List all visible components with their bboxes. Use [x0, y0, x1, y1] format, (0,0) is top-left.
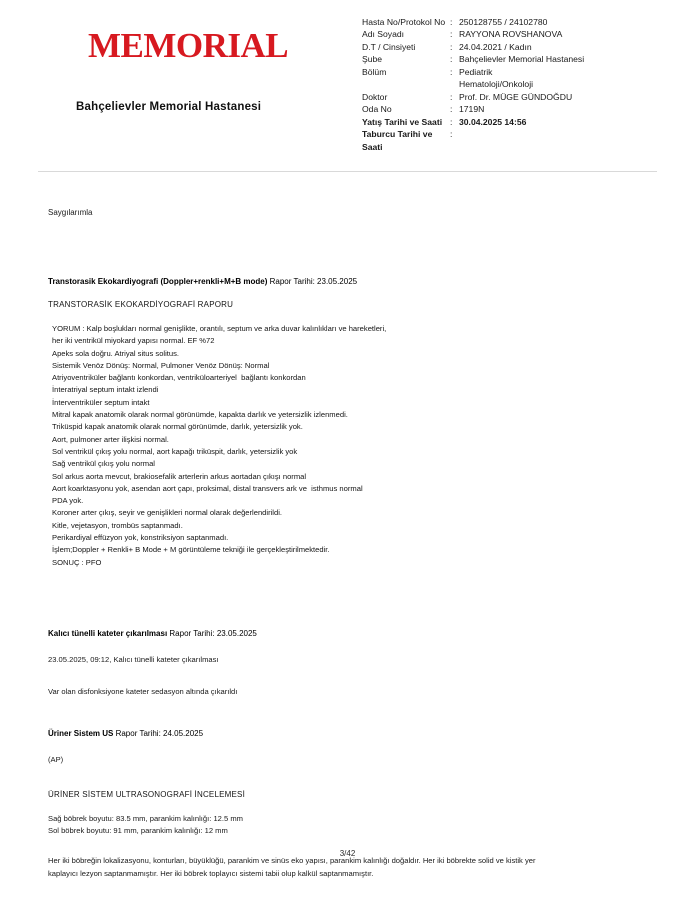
report-line: Kitle, vejetasyon, trombüs saptanmadı. [52, 520, 183, 530]
field-value: RAYYONA ROVSHANOVA [459, 29, 563, 40]
hospital-name: Bahçelievler Memorial Hastanesi [76, 101, 262, 113]
patient-info-row [362, 91, 673, 103]
field-value: 24.04.2021 / Kadın [459, 41, 532, 52]
field-label: Şube [362, 54, 383, 65]
field-label: Doktor [362, 91, 388, 102]
report-title-bold: Kalıcı tünelli kateter çıkarılması [48, 628, 168, 638]
report-subheading: ÜRİNER SİSTEM ULTRASONOGRAFİ İNCELEMESİ [48, 789, 246, 799]
report-line: İşlem;Doppler + Renkli+ B Mode + M görüntüleme tekniği ile gerçekleştirilmektedir. [52, 545, 330, 555]
report-line: YORUM : Kalp boşlukları normal genişlikte, orantılı, septum ve arka duvar kalınlıkları ve hareketleri, [52, 323, 387, 333]
report-line: Atriyoventriküler bağlantı konkordan, ventrikülоarteriyel bağlantı konkordan [52, 373, 306, 383]
report-line: Sol arkus aorta mevcut, brakiosefalik arterlerin arkus aortadan çıkışı normal [52, 471, 307, 481]
report-title [48, 629, 647, 638]
report-line: Aort koarktasyonu yok, asendan aort çapı, proksimal, distal transvers ark ve isthmus normal [52, 483, 363, 493]
field-value: 30.04.2025 14:56 [459, 116, 527, 127]
report-line: İnterventriküler septum intakt [52, 397, 150, 407]
field-label: Adı Soyadı [362, 29, 405, 40]
report-line: Sağ ventrikül çıkış yolu normal [52, 459, 155, 469]
patient-info-row-discharge [362, 128, 673, 153]
report-section-echocardiography [48, 277, 647, 569]
memorial-logo: MEMORIAL [88, 26, 289, 65]
patient-info-row [362, 103, 673, 115]
field-separator: : [450, 66, 453, 77]
report-line: PDA yok. [52, 496, 84, 506]
report-line: her iki ventrikül miyokard yapısı normal. EF %72 [52, 336, 215, 346]
report-title [48, 277, 647, 286]
field-label: Yatış Tarihi ve Saati [362, 116, 443, 127]
report-section-catheter-removal [48, 629, 647, 699]
report-lines [48, 323, 647, 569]
document-body [0, 208, 695, 880]
report-line: 23.05.2025, 09:12, Kalıcı tünelli kateter çıkarılması [48, 654, 219, 664]
field-value: Prof. Dr. MÜGE GÜNDOĞDU [459, 91, 573, 102]
report-line-conclusion: SONUÇ : PFO [52, 557, 102, 567]
field-separator: : [450, 41, 453, 52]
spacer [48, 569, 647, 629]
report-line: Koroner arter çıkış, seyir ve genişlikleri normal olarak değerlendirildi. [52, 508, 283, 518]
field-value: Bahçelievler Memorial Hastanesi [459, 54, 585, 65]
field-separator: : [450, 104, 453, 115]
report-line: Sistemik Venöz Dönüş: Normal, Pulmoner Venöz Dönüş: Normal [52, 360, 270, 370]
report-line: İnteratriyal septum intakt izlendi [52, 385, 159, 395]
field-separator: : [450, 91, 453, 102]
header-left [22, 14, 362, 153]
field-label: Hasta No/Protokol No [362, 17, 446, 27]
report-title-bold: Üriner Sistem US [48, 728, 114, 738]
field-value: Pediatrik [459, 66, 493, 77]
report-title-bold: Transtorasik Ekokardiyografi (Doppler+renkli+M+B mode) [48, 276, 268, 286]
spacer [48, 699, 647, 729]
patient-info-row-admission [362, 116, 673, 128]
department-secondary-value: Hematoloji/Onkoloji [459, 79, 534, 90]
field-separator: : [450, 54, 453, 65]
document-header [0, 0, 695, 153]
page-number: 3/42 [339, 849, 356, 858]
field-separator: : [450, 116, 453, 127]
report-line: Apeks sola doğru. Atriyal situs solitus. [52, 348, 180, 358]
report-subheading: TRANSTORASİK EKOKARDİYOGRAFİ RAPORU [48, 299, 234, 309]
field-label: Oda No [362, 104, 392, 115]
patient-info-row [362, 16, 673, 28]
report-line: Sol ventrikül çıkış yolu normal, aort kapağı triküspit, darlık, yetersizlik yok [52, 446, 298, 456]
report-line: Var olan disfonksiyone kateter sedasyon altında çıkarıldı [48, 687, 238, 697]
report-line: Sol böbrek boyutu: 91 mm, parankim kalınlığı: 12 mm [48, 826, 228, 836]
report-line: Triküspid kapak anatomik olarak normal görünümde, darlık, yetersizlik yok. [52, 422, 303, 432]
field-label: D.T / Cinsiyeti [362, 41, 416, 52]
report-title-date: Rapor Tarihi: 23.05.2025 [167, 628, 257, 638]
report-paragraph-line: Her iki böbreğin lokalizasyonu, konturları, büyüklüğü, parankim ve sinüs eko yapısı, parankim kalınlığı doğaldır. Her iki böbrekte solid ve kistik yer [48, 856, 536, 866]
field-separator: : [450, 29, 453, 40]
report-projection-label: (AP) [48, 754, 64, 764]
field-label: Bölüm [362, 66, 387, 77]
field-value [459, 128, 673, 153]
patient-info-table [362, 14, 673, 153]
field-label: Taburcu Tarihi ve Saati [362, 129, 433, 152]
patient-info-row [362, 28, 673, 40]
field-value: 250128755 / 24102780 [459, 17, 548, 27]
field-separator: : [450, 129, 453, 140]
patient-info-row [362, 41, 673, 53]
report-line: Mitral kapak anatomik olarak normal görünümde, kapakta darlık ve yetersizlik izlenmedi. [52, 410, 348, 420]
report-title-date: Rapor Tarihi: 24.05.2025 [113, 728, 204, 738]
report-line: Perikardiyal effüzyon yok, konstriksiyon saptanmadı. [52, 533, 229, 543]
report-title-date: Rapor Tarihi: 23.05.2025 [267, 276, 358, 286]
report-paragraph-line: kaplayıcı lezyon saptanmamıştır. Her iki böbrek toplayıcı sistemi tabii olup kalkül saptanmamıştır. [48, 868, 374, 878]
patient-info-row [362, 66, 673, 78]
field-separator: : [450, 17, 453, 27]
header-divider [38, 171, 657, 172]
report-line: Sağ böbrek boyutu: 83.5 mm, parankim kalınlığı: 12.5 mm [48, 813, 244, 823]
field-value: 1719N [459, 104, 485, 115]
report-line: Aort, pulmoner arter ilişkisi normal. [52, 434, 169, 444]
salutation-text: Saygılarımla [48, 207, 93, 217]
report-title [48, 729, 647, 738]
patient-info-row [362, 53, 673, 65]
spacer [48, 217, 647, 277]
